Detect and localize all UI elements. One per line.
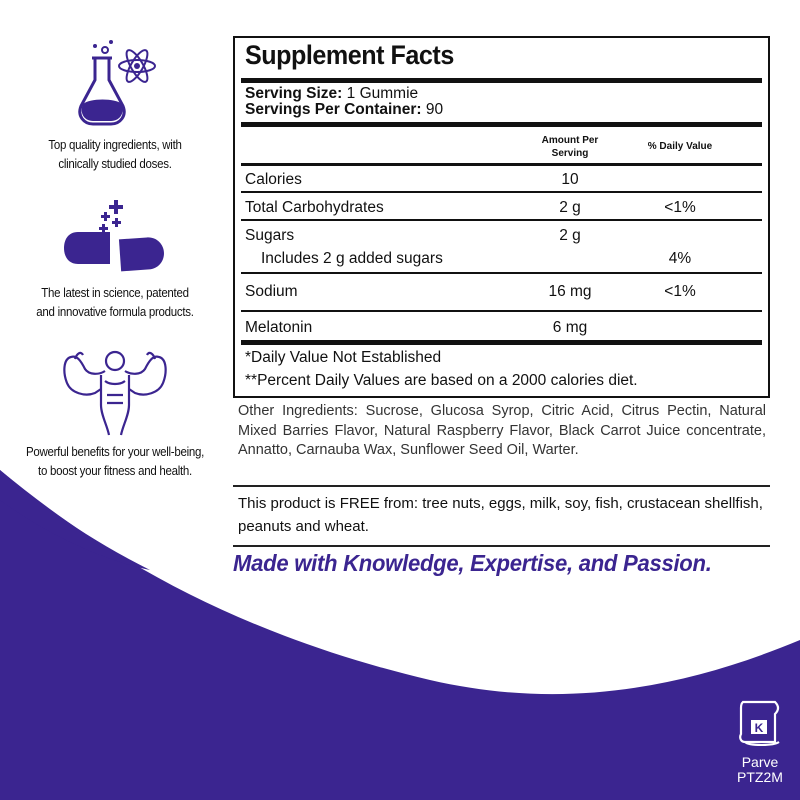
row-calories-label: Calories: [245, 171, 302, 188]
feature-science-text: [9, 284, 221, 322]
feature-science: [0, 198, 230, 322]
kosher-mark: [720, 698, 800, 785]
row-sodium-amount: 16 mg: [548, 283, 592, 300]
kosher-letter: K: [754, 721, 764, 735]
separator: [233, 545, 770, 547]
row-carbs-amount: 2 g: [559, 199, 581, 216]
supplement-facts-panel: [233, 36, 770, 398]
feature-text-line: to boost your fitness and health.: [38, 464, 192, 478]
muscle-man-icon: [55, 345, 175, 437]
column-header-text: Serving: [551, 148, 589, 159]
footnote-percent: **Percent Daily Values are based on a 2000 calories diet.: [245, 372, 638, 389]
serving-size: [245, 86, 418, 102]
row-calories-amount: 10: [561, 171, 579, 188]
divider-thick: [241, 78, 762, 83]
feature-fitness-text: [9, 443, 221, 481]
feature-fitness: [0, 345, 230, 481]
serving-size-value: 1 Gummie: [346, 85, 419, 102]
column-header-amount: [525, 134, 615, 160]
features-column: [0, 0, 230, 800]
feature-text-line: clinically studied doses.: [58, 157, 172, 171]
row-sugars-amount: 2 g: [559, 227, 581, 244]
serving-size-label: Serving Size:: [245, 85, 343, 102]
other-ingredients: Other Ingredients: Sucrose, Glucosa Syrop, Citric Acid, Citrus Pectin, Natural Mixed Barries Flavor, Natural Raspberry Flavor, Black Carrot Juice concentrate, Annatto, Carnauba Wax, Sunflower Seed Oil, Warter.: [238, 403, 766, 458]
footnote-daily-value: *Daily Value Not Established: [245, 349, 442, 366]
row-melatonin-label: Melatonin: [245, 319, 313, 336]
kosher-parve: Parve: [741, 754, 779, 770]
divider-thick: [241, 122, 762, 127]
column-header-text: Amount Per: [541, 135, 599, 146]
row-carbs-label: Total Carbohydrates: [245, 199, 384, 216]
column-header-dv: % Daily Value: [647, 141, 713, 152]
servings-label: Servings Per Container:: [245, 101, 422, 118]
divider-thin: [241, 191, 762, 193]
flask-atom-icon: [65, 36, 165, 128]
kosher-code: PTZ2M: [737, 769, 783, 785]
feature-quality: [0, 36, 230, 174]
row-melatonin-amount: 6 mg: [552, 319, 588, 336]
divider-thin: [241, 272, 762, 274]
servings-per-container: [245, 102, 443, 118]
feature-text-line: Top quality ingredients, with: [48, 138, 182, 152]
row-sodium-label: Sodium: [245, 283, 298, 300]
feature-text-line: and innovative formula products.: [36, 305, 194, 319]
divider: [241, 163, 762, 166]
allergen-free-statement: This product is FREE from: tree nuts, eggs, milk, soy, fish, crustacean shellfish, peanuts and wheat.: [238, 495, 763, 535]
tagline: Made with Knowledge, Expertise, and Passion.: [233, 550, 712, 576]
row-sugars-label: Sugars: [245, 227, 295, 244]
row-added-sugars-dv: 4%: [668, 250, 692, 267]
feature-text-line: Powerful benefits for your well-being,: [25, 445, 205, 459]
row-added-sugars-label: Includes 2 g added sugars: [261, 250, 443, 267]
servings-value: 90: [425, 101, 444, 118]
facts-title: Supplement Facts: [245, 40, 454, 70]
divider-thin: [241, 310, 762, 312]
feature-quality-text: [9, 136, 221, 174]
row-sodium-dv: <1%: [664, 283, 696, 300]
divider-thick: [241, 340, 762, 345]
kosher-symbol-icon: [735, 698, 785, 750]
row-carbs-dv: <1%: [664, 199, 696, 216]
feature-text-line: The latest in science, patented: [41, 286, 189, 300]
capsule-icon: [60, 198, 170, 276]
separator: [233, 485, 770, 487]
divider-thin: [241, 219, 762, 221]
